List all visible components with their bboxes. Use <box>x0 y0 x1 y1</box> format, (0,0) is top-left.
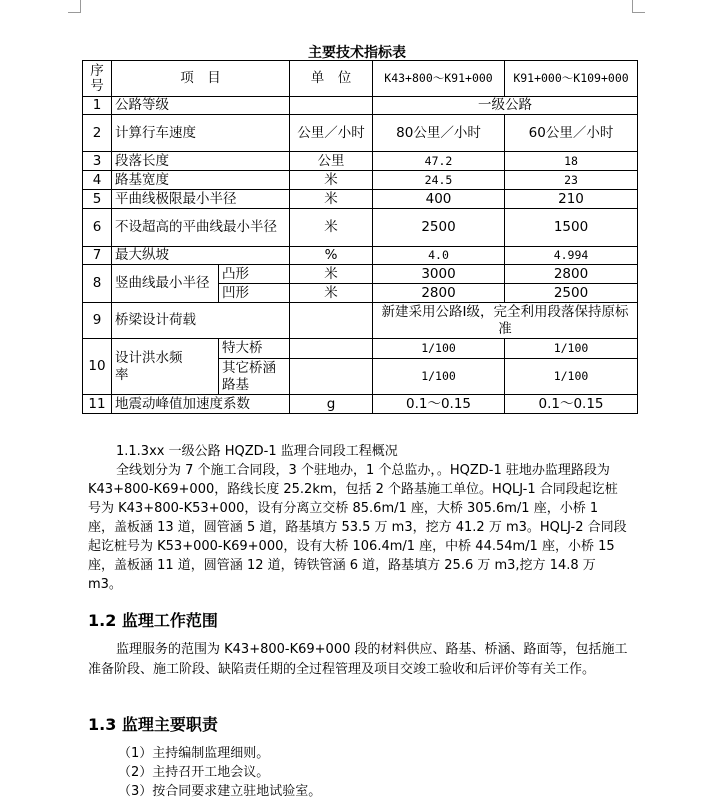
page-corner-mark-left <box>68 0 81 13</box>
row-subitem: 凹形 <box>219 284 290 303</box>
row-no: 6 <box>83 209 112 247</box>
list-item: （1）主持编制监理细则。 <box>118 746 270 761</box>
row-no: 11 <box>83 395 112 414</box>
row-no: 3 <box>83 152 112 171</box>
row-unit: 公里／小时 <box>290 115 373 152</box>
row-item: 段落长度 <box>112 152 290 171</box>
row-unit: 米 <box>290 171 373 190</box>
overview-heading: 1.1.3xx 一级公路 HQZD-1 监理合同段工程概况 <box>116 444 398 459</box>
row-value-1: 400 <box>373 190 505 209</box>
list-item: （2）主持召开工地会议。 <box>118 765 270 780</box>
row-unit: g <box>290 395 373 414</box>
row-no: 7 <box>83 247 112 265</box>
header-item: 项 目 <box>112 61 290 97</box>
row-no: 8 <box>83 265 112 303</box>
row-value-1: 2500 <box>373 209 505 247</box>
row-value-2: 1/100 <box>505 339 638 359</box>
row-item: 竖曲线最小半径 <box>112 265 219 303</box>
row-unit: 米 <box>290 209 373 247</box>
row-value-2: 23 <box>505 171 638 190</box>
row-item: 公路等级 <box>112 97 290 115</box>
header-section-2: K91+000～K109+000 <box>505 61 638 97</box>
header-section-1: K43+800～K91+000 <box>373 61 505 97</box>
table-row <box>83 303 638 339</box>
row-no: 9 <box>83 303 112 339</box>
page-corner-mark-right <box>632 0 645 13</box>
row-value-2: 0.1～0.15 <box>505 395 638 414</box>
duty-list <box>118 744 321 801</box>
tech-spec-table <box>82 60 638 414</box>
row-unit <box>290 303 373 339</box>
row-value-2: 60公里／小时 <box>505 115 638 152</box>
row-value-1: 80公里／小时 <box>373 115 505 152</box>
row-value-1: 4.0 <box>373 247 505 265</box>
row-unit: % <box>290 247 373 265</box>
row-value-1: 47.2 <box>373 152 505 171</box>
row-item: 平曲线极限最小半径 <box>112 190 290 209</box>
row-merged-value: 一级公路 <box>373 97 638 115</box>
row-item: 地震动峰值加速度系数 <box>112 395 290 414</box>
row-subitem: 凸形 <box>219 265 290 284</box>
table-row <box>83 339 638 359</box>
row-value-1: 24.5 <box>373 171 505 190</box>
row-value-2: 210 <box>505 190 638 209</box>
row-no: 10 <box>83 339 112 395</box>
row-no: 1 <box>83 97 112 115</box>
row-value-2: 1/100 <box>505 359 638 395</box>
table-row <box>83 97 638 115</box>
row-no: 2 <box>83 115 112 152</box>
row-unit: 米 <box>290 190 373 209</box>
row-unit <box>290 359 373 395</box>
row-subitem: 特大桥 <box>219 339 290 359</box>
row-value-1: 1/100 <box>373 359 505 395</box>
row-value-2: 2500 <box>505 284 638 303</box>
row-value-2: 18 <box>505 152 638 171</box>
table-row <box>83 265 638 284</box>
table-row <box>83 209 638 247</box>
row-value-1: 0.1～0.15 <box>373 395 505 414</box>
table-row <box>83 247 638 265</box>
row-unit: 公里 <box>290 152 373 171</box>
row-item: 路基宽度 <box>112 171 290 190</box>
list-item: （3）按合同要求建立驻地试验室。 <box>118 784 322 799</box>
row-unit <box>290 97 373 115</box>
row-value-1: 1/100 <box>373 339 505 359</box>
table-title: 主要技术指标表 <box>308 45 406 61</box>
overview-paragraph: 全线划分为 7 个施工合同段，3 个驻地办，1 个总监办，。HQZD-1 驻地办监理路段为 K43+800-K69+000，路线长度 25.2km，包括 2 个路基施工单位。HQLJ-1 合同段起讫桩号为 K43+800-K53+000，设有分离立交桥 85.6m/1 座，大桥 305.6m/1 座，小桥 1 座，盖板涵 13 道，圆管涵 5 道，路基填方 53.5 万 m3，挖方 41.2 万 m3。HQLJ-2 合同段起讫桩号为 K53+000-K69+000，设有大桥 106.4m/1 座，中桥 44.54m/1 座，小桥 15 座，盖板涵 11 道，圆管涵 12 道，铸铁管涵 6 道，路基填方 25.6 万 m3,挖方 14.8 万 m3。 <box>88 463 627 592</box>
row-unit <box>290 339 373 359</box>
row-unit: 米 <box>290 265 373 284</box>
row-no: 5 <box>83 190 112 209</box>
table-row <box>83 395 638 414</box>
row-value-2: 1500 <box>505 209 638 247</box>
row-item: 最大纵坡 <box>112 247 290 265</box>
row-value-2: 4.994 <box>505 247 638 265</box>
table-row <box>83 152 638 171</box>
table-row <box>83 190 638 209</box>
table-header-row <box>83 61 638 97</box>
row-item: 计算行车速度 <box>112 115 290 152</box>
row-unit: 米 <box>290 284 373 303</box>
section-1-2-title: 1.2 监理工作范围 <box>88 611 218 630</box>
row-item: 设计洪水频率 <box>112 339 219 395</box>
section-1-3-title: 1.3 监理主要职责 <box>88 715 218 734</box>
row-item: 桥梁设计荷载 <box>112 303 290 339</box>
header-unit: 单 位 <box>290 61 373 97</box>
table-row <box>83 171 638 190</box>
row-value-2: 2800 <box>505 265 638 284</box>
table-row <box>83 115 638 152</box>
row-subitem: 其它桥涵路基 <box>219 359 290 395</box>
header-no: 序号 <box>83 61 112 97</box>
row-value-1: 2800 <box>373 284 505 303</box>
row-value-1: 3000 <box>373 265 505 284</box>
row-merged-value: 新建采用公路Ⅰ级，完全利用段落保持原标准 <box>373 303 638 339</box>
section-1-2-paragraph: 监理服务的范围为 K43+800-K69+000 段的材料供应、路基、桥涵、路面等，包括施工准备阶段、施工阶段、缺陷责任期的全过程管理及项目交竣工验收和后评价等有关工作。 <box>88 642 628 677</box>
row-no: 4 <box>83 171 112 190</box>
row-item: 不设超高的平曲线最小半径 <box>112 209 290 247</box>
